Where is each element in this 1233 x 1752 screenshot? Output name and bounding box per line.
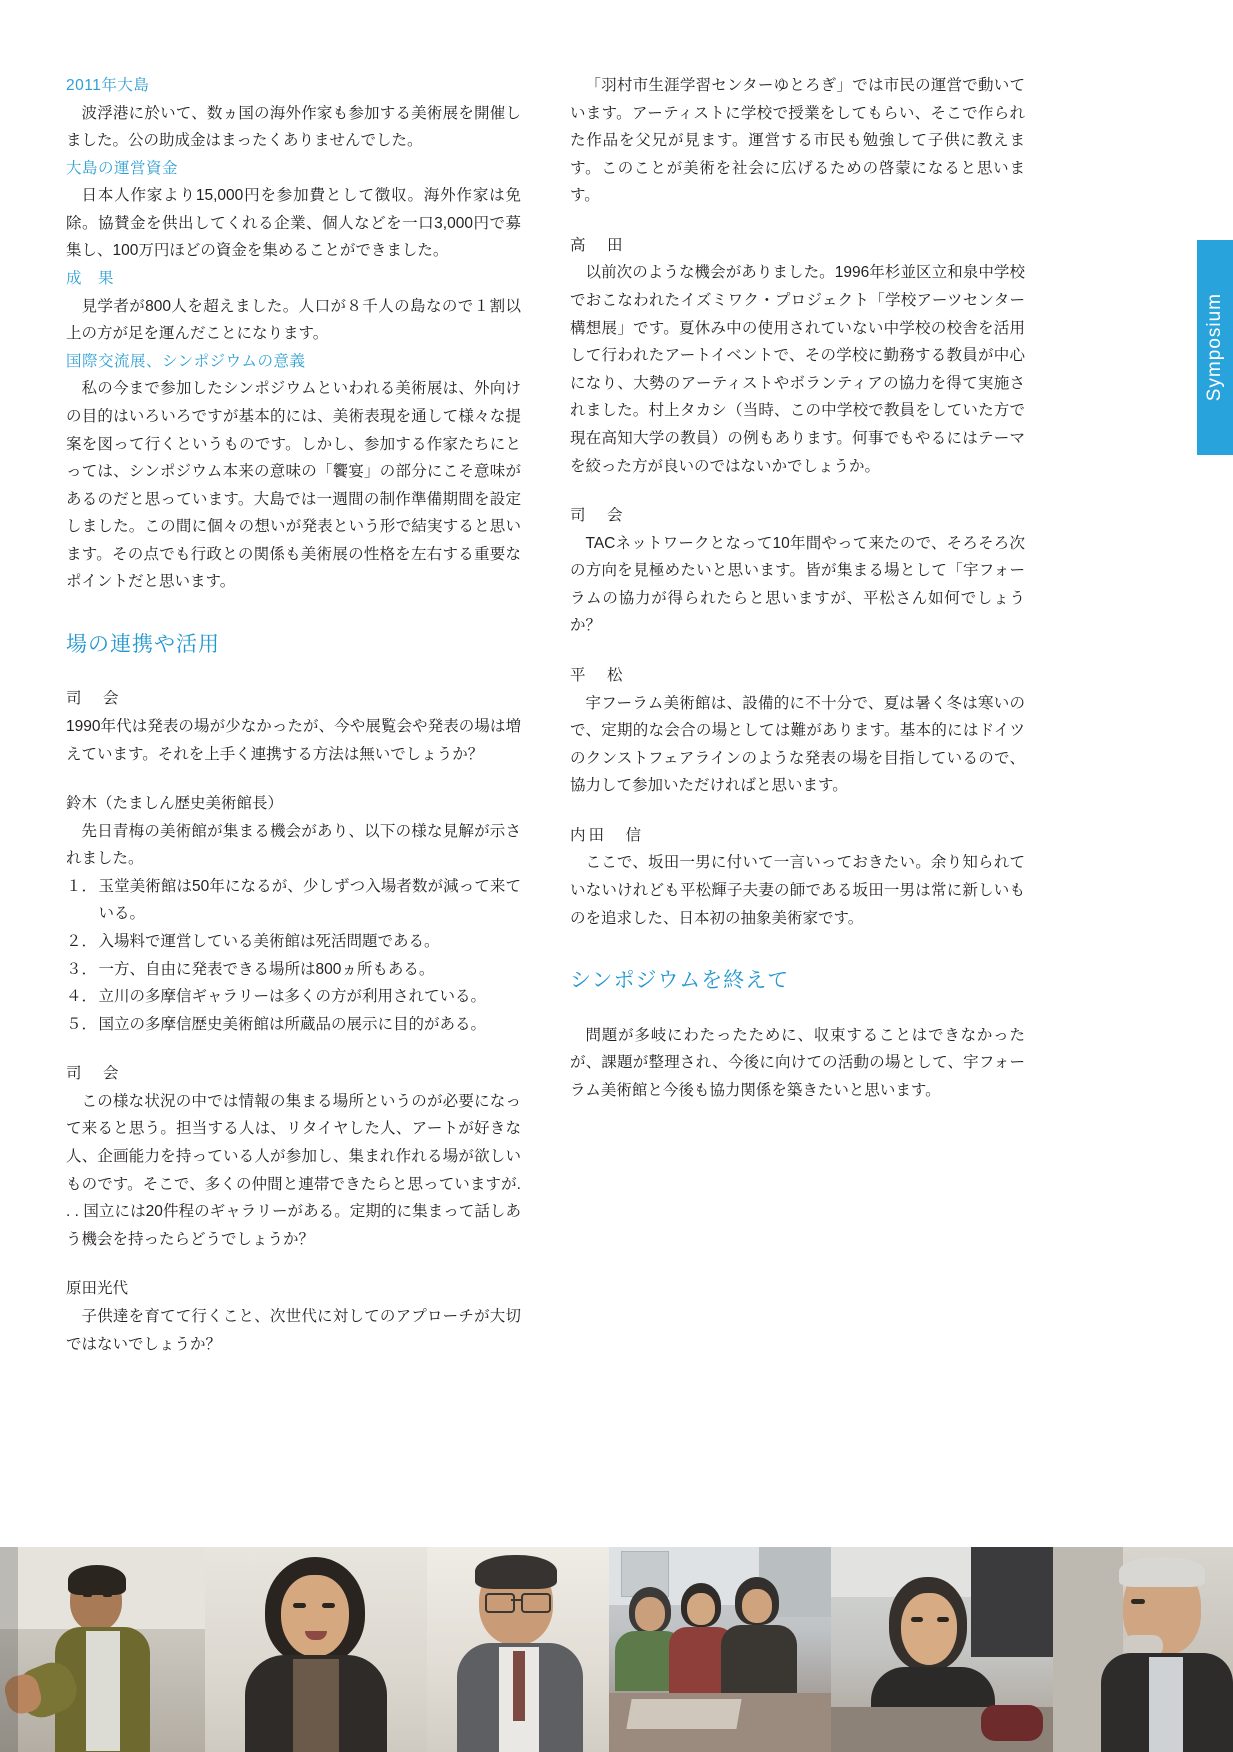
speaker-label-harada: 原田光代 [66, 1280, 129, 1298]
side-tab-symposium [1197, 240, 1233, 455]
subheading-2011-oshima: 2011年大島 [66, 77, 150, 94]
list-item-number: ２． [66, 932, 98, 950]
photo-elderly-man-profile [1053, 1547, 1233, 1752]
speaker-label-chair-1: 司 会 [66, 690, 122, 708]
section-title-closing: シンポジウムを終えて [570, 969, 790, 993]
paragraph-hiramatsu: 宇フーラム美術館は、設備的に不十分で、夏は暑く冬は寒いので、定期的な会合の場としては難があります。基本的にはドイツのクンストフェアラインのような発表の場を目指しているので、協力して参加いただければと思います。 [570, 694, 1025, 795]
photo-man-in-olive-jacket-gesturing [0, 1547, 205, 1752]
speaker-label-chair-2: 司 会 [66, 1065, 122, 1083]
list-item-number: ３． [66, 960, 98, 978]
speaker-label-uchida: 内田 信 [570, 826, 645, 844]
paragraph-hamura-center: 「羽村市生涯学習センターゆとろぎ」では市民の運営で動いています。アーティストに学校で授業をしてもらい、そこで作られた作品を父兄が見ます。運営する市民も勉強して子供に教えます。このことが美術を社会に広げるための啓蒙になると思います。 [570, 77, 1025, 205]
list-item-text: 入場料で運営している美術館は死活問題である。 [98, 932, 440, 950]
paragraph-results: 見学者が800人を超えました。人口が８千人の島なので１割以上の方が足を運んだことになります。 [66, 297, 521, 343]
list-item [66, 928, 521, 956]
subheading-results: 成 果 [66, 270, 115, 288]
paragraph-suzuki: 先日青梅の美術館が集まる機会があり、以下の様な見解が示されました。 [66, 822, 521, 868]
section-title-collaboration: 場の連携や活用 [66, 632, 220, 656]
paragraph-chair-3: TACネットワークとなって10年間やって来たので、そろそろ次の方向を見極めたいと思います。皆が集まる場として「宇フォーラムの協力が得られたらと思いますが、平松さん如何でしょうか？ [570, 534, 1025, 635]
paragraph-uchida: ここで、坂田一男に付いて一言いっておきたい。余り知られていないけれども平松輝子夫妻の師である坂田一男は常に新しいものを追求した、日本初の抽象美術家です。 [570, 854, 1025, 927]
list-item-text: 玉堂美術館は50年になるが、少しずつ入場者数が減って来ている。 [98, 877, 521, 923]
paragraph-chair-1: 1990年代は発表の場が少なかったが、今や展覧会や発表の場は増えています。それを上手く連携する方法は無いでしょうか？ [66, 717, 521, 763]
subheading-oshima-funding: 大島の運営資金 [66, 159, 179, 177]
speaker-label-takada: 高 田 [570, 236, 626, 254]
right-text-column [570, 72, 1025, 1104]
list-item-text: 一方、自由に発表できる場所は800ヵ所もある。 [98, 960, 435, 978]
paragraph-oshima-intro: 波浮港に於いて、数ヵ国の海外作家も参加する美術展を開催しました。公の助成金はまったくありませんでした。 [66, 104, 521, 150]
list-item-number: １． [66, 877, 98, 895]
list-item [66, 1011, 521, 1039]
paragraph-closing: 問題が多岐にわたったために、収束することはできなかったが、課題が整理され、今後に向けての活動の場として、宇フォーラム美術館と今後も協力関係を築きたいと思います。 [570, 1026, 1025, 1099]
speaker-label-suzuki: 鈴木（たましん歴史美術館長） [66, 795, 284, 813]
list-item [66, 956, 521, 984]
speaker-label-chair-3: 司 会 [570, 507, 626, 525]
list-item [66, 873, 521, 928]
museum-findings-list [66, 873, 521, 1038]
left-text-column [66, 72, 521, 1358]
paragraph-chair-2: この様な状況の中では情報の集まる場所というのが必要になって来ると思う。担当する人は、リタイヤした人、アートが好きな人、企画能力を持っている人が参加し、集まれ作れる場が欲しいものです。そこで、多くの仲間と連帯できたらと思っていますが. . . 国立には20件程のギャラリーがある。定期的に集まって話しあう機会を持ったらどうでしょうか？ [66, 1092, 521, 1248]
photo-strip [0, 1547, 1233, 1752]
list-item-text: 国立の多摩信歴史美術館は所蔵品の展示に目的がある。 [98, 1015, 487, 1033]
photo-woman-with-short-hair-smiling [205, 1547, 427, 1752]
paragraph-takada: 以前次のような機会がありました。1996年杉並区立和泉中学校でおこなわれたイズミワク・プロジェクト「学校アーツセンター構想展」です。夏休み中の使用されていない中学校の校舎を活用して行われたアートイベントで、その学校に勤務する教員が中心になり、大勢のアーティストやボランティアの協力を得て実施されました。村上タカシ（当時、この中学校で教員をしていた方で現在高知大学の教員）の例もあります。何事でもやるにはテーマを絞った方が良いのではないかでしょうか。 [570, 264, 1025, 475]
photo-man-with-glasses-seated [427, 1547, 609, 1752]
speaker-label-hiramatsu: 平 松 [570, 666, 626, 684]
paragraph-symposium-significance: 私の今まで参加したシンポジウムといわれる美術展は、外向けの目的はいろいろですが基本的には、美術表現を通して様々な提案を図って行くというものです。しかし、参加する作家たちにとっては、シンポジウム本来の意味の「饗宴」の部分にこそ意味があるのだと思っています。大島では一週間の制作準備期間を設定しました。この間に個々の想いが発表という形で結実すると思います。その点でも行政との関係も美術展の性格を左右する重要なポイントだと思います。 [66, 380, 521, 591]
list-item-number: ５． [66, 1015, 98, 1033]
photo-woman-listening [831, 1547, 1053, 1752]
list-item-number: ４． [66, 988, 98, 1006]
subheading-symposium-significance: 国際交流展、シンポジウムの意義 [66, 352, 306, 370]
paragraph-oshima-funding: 日本人作家より15,000円を参加費として徴収。海外作家は免除。協賛金を供出してくれる企業、個人などを一口3,000円で募集し、100万円ほどの資金を集めることができました。 [66, 187, 521, 260]
paragraph-harada: 子供達を育てて行くこと、次世代に対してのアプローチが大切ではないでしょうか？ [66, 1307, 521, 1353]
list-item-text: 立川の多摩信ギャラリーは多くの方が利用されている。 [98, 988, 487, 1006]
side-tab-label: Symposium [1204, 293, 1225, 402]
list-item [66, 983, 521, 1011]
photo-group-around-table [609, 1547, 831, 1752]
